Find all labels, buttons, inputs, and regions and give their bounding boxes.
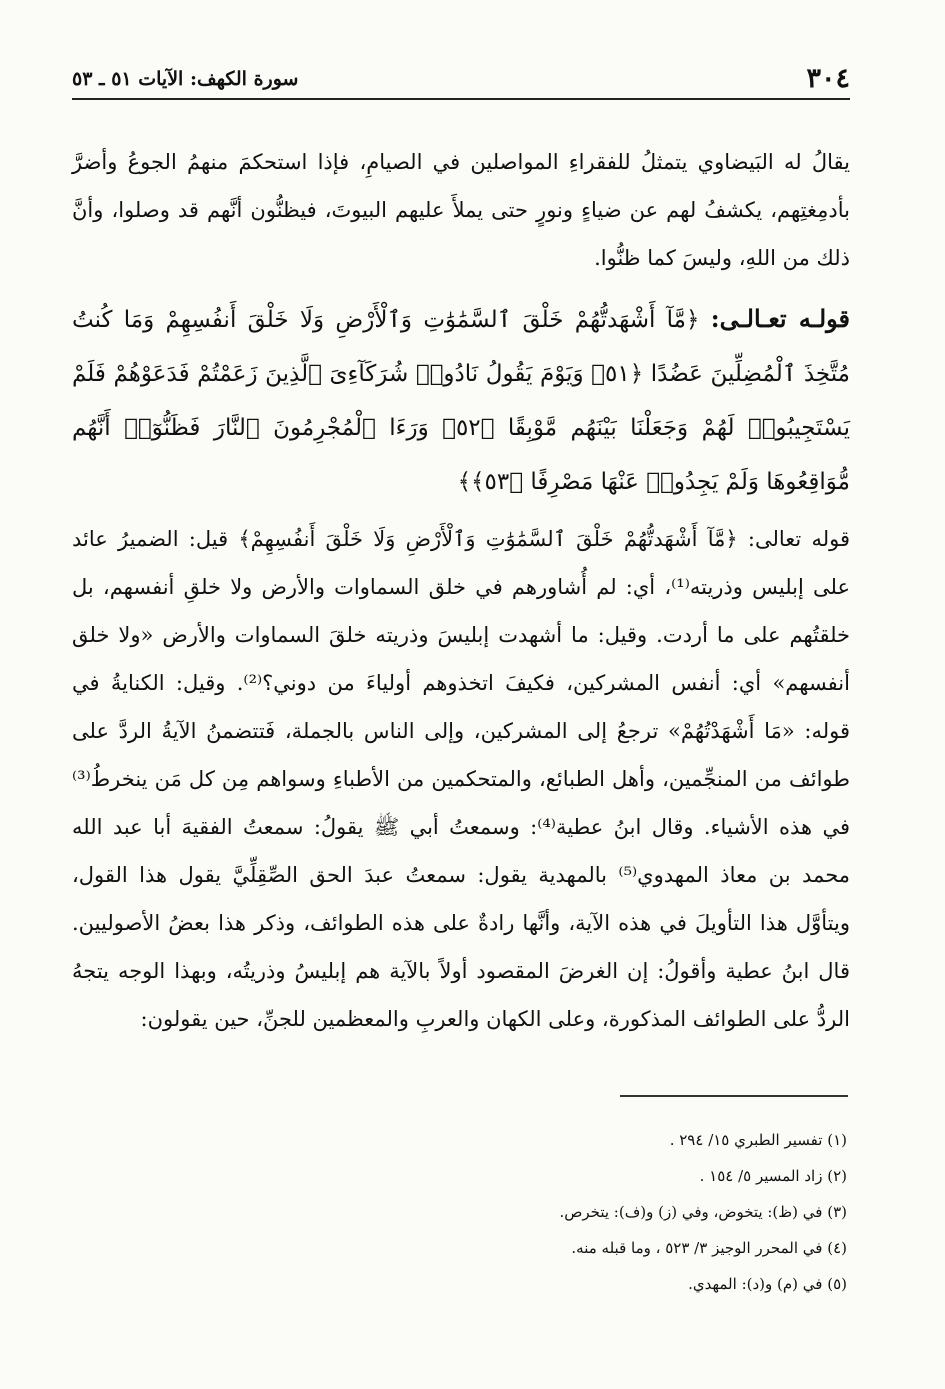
page-number: ٣٠٤ xyxy=(806,63,850,94)
commentary-paragraph: قوله تعالى: ﴿مَّآ أَشْهَدتُّهُمْ خَلْقَ ٱلسَّمَٰوَٰتِ وَٱلْأَرْضِ وَلَا خَلْقَ أَنفُسِهِمْ﴾ قيل: الضميرُ عائد على إبليس وذريته⁽¹⁾، أي: لم أُشاورهم في خلق السماوات والأرض ولا خلقِ أنفسهم، بل خلقتُهم على ما أردت. وقيل: ما أشهدت إبليسَ وذريته خلقَ السماوات والأرض «ولا خلق أنفسهم» أي: أنفس المشركين، فكيفَ اتخذوهم أولياءَ من دوني؟⁽²⁾. وقيل: الكنايةُ في قوله: «مَا أَشْهَدْتُهُمْ» ترجعُ إلى المشركين، وإلى الناس بالجملة، فَتتضمنُ الآيةُ الردَّ على طوائف من المنجِّمين، وأهل الطبائع، والمتحكمين من الأطباءِ وسواهم مِن كل مَن ينخرطُ⁽³⁾ في هذه الأشياء. وقال ابنُ عطية⁽⁴⁾: وسمعتُ أبي ﷺ يقولُ: سمعتُ الفقيهَ أبا عبد الله محمد بن معاذ المهدوي⁽⁵⁾ بالمهدية يقول: سمعتُ عبدَ الحق الصِّقِلِّيَّ يقول هذا القول، ويتأوَّل هذا التأويلَ في هذه الآية، وأنَّها رادةٌ على هذه الطوائف، وذكر هذا بعضُ الأصوليين. قال ابنُ عطية وأقولُ: إن الغرضَ المقصود أولاً بالآية هم إبليسُ وذريتُه، وبهذا الوجه يتجهُ الردُّ على الطوائف المذكورة، وعلى الكهان والعربِ والمعظمين للجنِّ، حين يقولون: xyxy=(72,527,851,1031)
footnote-2: (٢) زاد المسير ٥/ ١٥٤ . xyxy=(699,1167,847,1185)
footnotes xyxy=(72,1122,847,1302)
footnote-1: (١) تفسير الطبري ١٥/ ٢٩٤ . xyxy=(669,1131,847,1149)
footnote-4: (٤) في المحرر الوجيز ٣/ ٥٢٣ ، وما قبله منه. xyxy=(571,1239,847,1257)
page-header xyxy=(72,58,850,100)
page-body xyxy=(72,138,850,1043)
intro-paragraph: يقالُ له البَيضاوي يتمثلُ للفقراءِ المواصلين في الصيامِ، فإذا استحكمَ منهمُ الجوعُ وأضرَّ بأدمِغتِهم، يكشفُ لهم عن ضياءٍ ونورٍ حتى يملأَ عليهم البيوتَ، فيظنُّون أنَّهم قد وصلوا، وأنَّ ذلك من اللهِ، وليسَ كما ظنُّوا. xyxy=(72,150,850,270)
running-title: سورة الكهف: الآيات ٥١ ـ ٥٣ xyxy=(72,68,299,90)
verse-text: ﴿مَّآ أَشْهَدتُّهُمْ خَلْقَ ٱلسَّمَٰوَٰتِ وَٱلْأَرْضِ وَلَا خَلْقَ أَنفُسِهِمْ وَمَا كُنتُ مُتَّخِذَ ٱلْمُضِلِّينَ عَضُدًا ﴿٥١﴾ وَيَوْمَ يَقُولُ نَادُوا۟ شُرَكَآءِىَ ٱلَّذِينَ زَعَمْتُمْ فَدَعَوْهُمْ فَلَمْ يَسْتَجِيبُوا۟ لَهُمْ وَجَعَلْنَا بَيْنَهُم مَّوْبِقًا ﴿٥٢﴾ وَرَءَا ٱلْمُجْرِمُونَ ٱلنَّارَ فَظَنُّوٓا۟ أَنَّهُم مُّوَاقِعُوهَا وَلَمْ يَجِدُوا۟ عَنْهَا مَصْرِفًا ﴿٥٣﴾﴾ xyxy=(72,307,850,495)
verse-lead: قولـه تعـالـى: xyxy=(710,304,851,333)
footnote-divider xyxy=(620,1095,848,1097)
footnote-5: (٥) في (م) و(د): المهدي. xyxy=(688,1275,847,1293)
quran-verse-block xyxy=(72,292,850,509)
footnote-3: (٣) في (ظ): يتخوض، وفي (ز) و(ف): يتخرص. xyxy=(559,1203,847,1221)
